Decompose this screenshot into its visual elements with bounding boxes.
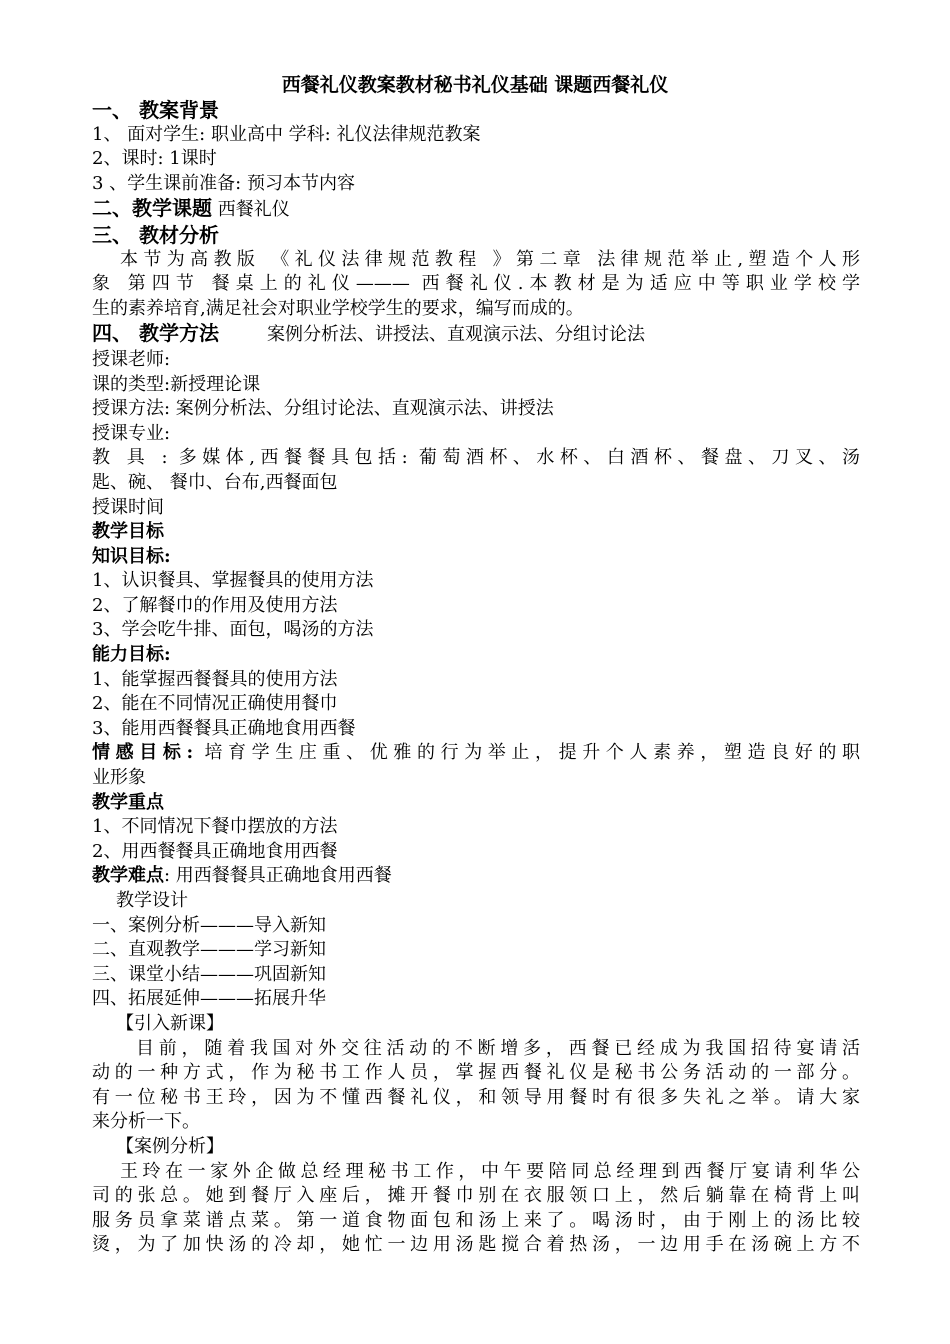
design-step-2: 二、直观教学———学习新知 [92,939,326,961]
design-heading: 教学设计 [116,890,188,911]
case-line-3: 服务员拿菜谱点菜。第一道食物面包和汤上来了。喝汤时，由于刚上的汤比较 [92,1209,860,1231]
goals-heading: 教学目标 [92,521,164,543]
intro-line-4: 来分析一下。 [92,1111,200,1133]
intro-line-3: 有一位秘书王玲，因为不懂西餐礼仪，和领导用餐时有很多失礼之举。请大家 [92,1086,860,1108]
tools-line-1: 教 具 : 多媒体,西餐餐具包括: 葡萄酒杯、水杯、白酒杯、餐盘、刀叉、汤 [92,447,860,469]
section-heading-topic: 二、教学课题 [92,196,212,221]
emotion-goals-label: 情感目标: [92,742,194,764]
ability-goal-3: 3、能用西餐餐具正确地食用西餐 [92,717,356,739]
analysis-line-1: 本节为高教版 《礼仪法律规范教程 》第二章 法律规范举止,塑造个人形 [120,248,860,270]
key-points-heading: 教学重点 [92,791,164,813]
section-method [92,321,860,348]
teaching-method-field: 授课方法: 案例分析法、分组讨论法、直观演示法、讲授法 [92,398,554,420]
section-heading-analysis: 三、 教材分析 [92,222,219,247]
tools-line-2: 匙、碗、 餐巾、台布,西餐面包 [92,471,338,493]
background-item-students: 1、 面对学生: 职业高中 学科: 礼仪法律规范教案 [92,123,481,145]
method-text: 案例分析法、讲授法、直观演示法、分组讨论法 [266,324,645,346]
document-body [92,98,860,1258]
section-heading-background: 一、 教案背景 [92,98,219,122]
analysis-line-3: 生的素养培育,满足社会对职业学校学生的要求，编写而成的。 [92,297,584,319]
analysis-line-2: 象 第四节 餐桌上的礼仪——— 西餐礼仪.本教材是为适应中等职业学校学 [92,273,860,295]
ability-goals-heading: 能力目标: [92,644,171,666]
knowledge-goal-2: 2、了解餐巾的作用及使用方法 [92,594,338,616]
design-step-4: 四、拓展延伸———拓展升华 [92,988,326,1010]
teacher-field: 授课老师: [92,348,171,370]
knowledge-goals-heading: 知识目标: [92,545,171,567]
case-line-4: 烫，为了加快汤的冷却，她忙一边用汤匙搅合着热汤，一边用手在汤碗上方不 [92,1234,860,1256]
emotion-goal-line-1 [92,741,860,766]
difficulty-line [92,864,860,889]
intro-heading: 【引入新课】 [116,1012,224,1034]
knowledge-goal-1: 1、认识餐具、掌握餐具的使用方法 [92,570,374,592]
case-heading: 【案例分析】 [116,1135,224,1157]
knowledge-goal-3: 3、学会吃牛排、面包，喝汤的方法 [92,619,374,641]
case-line-1: 王玲在一家外企做总经理秘书工作，中午要陪同总经理到西餐厅宴请利华公 [120,1160,860,1182]
background-item-hours: 2、课时: 1课时 [92,148,217,170]
section-topic [92,196,860,223]
case-line-2: 司的张总。她到餐厅入座后，摊开餐巾别在衣服领口上，然后躺靠在椅背上叫 [92,1185,860,1207]
design-step-1: 一、案例分析———导入新知 [92,914,326,936]
emotion-goal-line-2: 业形象 [92,767,146,789]
intro-line-1: 目前，随着我国对外交往活动的不断增多，西餐已经成为我国招待宴请活 [136,1037,860,1059]
ability-goal-2: 2、能在不同情况正确使用餐巾 [92,693,338,715]
topic-text: 西餐礼仪 [212,199,290,221]
background-item-preparation: 3 、学生课前准备: 预习本节内容 [92,172,355,194]
class-type-field: 课的类型:新授理论课 [92,373,261,395]
intro-line-2: 动的一种方式，作为秘书工作人员，掌握西餐礼仪是秘书公务活动的一部分。 [92,1062,860,1084]
section-heading-method: 四、 教学方法 [92,321,219,346]
emotion-goal-text: 培育学生庄重、优雅的行为举止，提升个人素养，塑造良好的职 [193,742,860,764]
major-field: 授课专业: [92,422,171,444]
difficulty-label: 教学难点 [92,865,164,887]
ability-goal-1: 1、能掌握西餐餐具的使用方法 [92,668,338,690]
time-field: 授课时间 [92,496,164,518]
key-point-2: 2、用西餐餐具正确地食用西餐 [92,840,338,862]
difficulty-text: : 用西餐餐具正确地食用西餐 [164,865,392,887]
key-point-1: 1、不同情况下餐巾摆放的方法 [92,816,338,838]
document-title: 西餐礼仪教案教材秘书礼仪基础 课题西餐礼仪 [281,74,669,96]
design-step-3: 三、课堂小结———巩固新知 [92,963,326,985]
